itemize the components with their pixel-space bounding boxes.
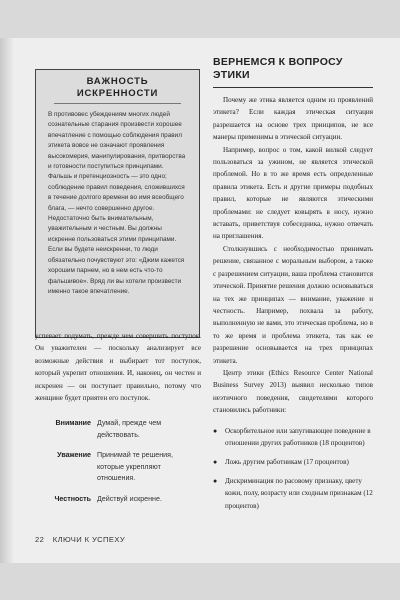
- left-column-text: [35, 330, 201, 404]
- list-item-text: Дискриминация по расовому признаку, цвету кожи, полу, возрасту или сходным признакам (12 процентов): [225, 477, 373, 510]
- bullet-icon: ●: [213, 457, 218, 466]
- sidebar-title-line2: ИСКРЕННОСТИ: [76, 88, 159, 99]
- book-title: КЛЮЧИ К УСПЕХУ: [52, 535, 126, 544]
- definition-term: Честность: [54, 494, 91, 503]
- right-column: [213, 56, 373, 519]
- page-number: 22: [35, 535, 45, 544]
- sidebar-title-line1: ВАЖНОСТЬ: [86, 76, 149, 87]
- section-divider: [213, 87, 373, 88]
- sidebar-title: [48, 76, 187, 100]
- section-heading: [213, 56, 373, 81]
- definition-description: Действуй искренне.: [97, 494, 162, 503]
- list-item: [213, 425, 373, 449]
- sidebar-text: В противовес убеждениям многих людей сознательные старания произвести хорошее впечатление с помощью соблюдения правил этикета вовсе не означают проявления высокомерия, манипулирования, притворства и готовности поступиться принципами. Фальшь и претенциозность — это одно; соблюдение правил поведения, сложившихся в течение долгого времени во имя всеобщего блага, — нечто совершенно другое. Недостаточно быть внимательным, уважительным и честным. Вы должны искренне пользоваться этими принципами. Если вы будете неискренни, то люди обязательно почувствуют это: «Джим кажется хорошим парнем, но в нем есть что-то фальшивое». Вряд ли вы хотели произвести именно такое впечатление.: [48, 111, 186, 295]
- list-item-text: Оскорбительное или запугивающее поведение в отношении других работников (18 процентов): [225, 426, 371, 447]
- right-paragraph: Почему же этика является одним из проявлений этикета? Если каждая этическая ситуация разрешается на основе трех принципов, не все манеры применимы в этической ситуации.: [213, 96, 373, 142]
- bullet-icon: ●: [213, 426, 218, 435]
- right-paragraph: Например, вопрос о том, какой вилкой следует пользоваться за ужином, не является этической проблемой. Но в то же время есть определенные правила этикета. Есть и другие примеры подобных правил, которые не являются этическими проблемами: не следует ковырять в носу, нужно вставать, приветствуя собеседника, нужно отвечать на приглашения.: [213, 145, 373, 241]
- list-item-text: Ложь другим работникам (17 процентов): [225, 457, 349, 466]
- sidebar-divider: [54, 103, 181, 104]
- definition-term: Уважение: [57, 451, 91, 459]
- bullet-icon: ●: [213, 477, 218, 486]
- definition-row: [35, 494, 201, 506]
- sincerity-sidebar-box: [35, 69, 200, 338]
- definition-row: [35, 450, 201, 485]
- definition-description: Думай, прежде чем действовать.: [97, 419, 162, 439]
- unethical-behavior-list: [213, 425, 373, 512]
- right-paragraph: Центр этики (Ethics Resource Center National Business Survey 2013) выявил несколько типов неэтичного поведения, свидетелями которого становились работники:: [213, 368, 373, 415]
- page-footer: [35, 535, 235, 544]
- section-heading-line1: ВЕРНЕМСЯ К ВОПРОСУ: [213, 56, 343, 68]
- principles-definitions: [35, 418, 201, 514]
- definition-row: [35, 418, 201, 441]
- list-item: [213, 475, 373, 512]
- book-page: [0, 38, 400, 563]
- right-paragraph: Столкнувшись с необходимостью принимать решение, связанное с моральным выбором, а также с разрешением ситуации, ваша проблема становится этической. Принятие решения должно основываться на тех же принципах — внимание, уважение и честность. Например, похвала за работу, выполненную не вами, это этическая проблема, но в то же время и проблема этикета, так как ее разрешение основывается на трех принципах этикета.: [213, 244, 373, 365]
- page-content: [0, 38, 400, 563]
- definition-term: Внимание: [55, 419, 91, 427]
- section-heading-line2: ЭТИКИ: [213, 68, 250, 81]
- list-item: [213, 456, 373, 468]
- definition-description: Принимай те решения, которые укрепляют отношения.: [97, 451, 173, 482]
- left-paragraph: успевает подумать, прежде чем совершить поступок. Он уважителен — поскольку анализирует все возможные действия и выбирает тот поступок, который укрепит отношения. И, наконец, он честен и искренен — он поступает правильно, потому что женщине будет приятен его поступок.: [35, 332, 201, 403]
